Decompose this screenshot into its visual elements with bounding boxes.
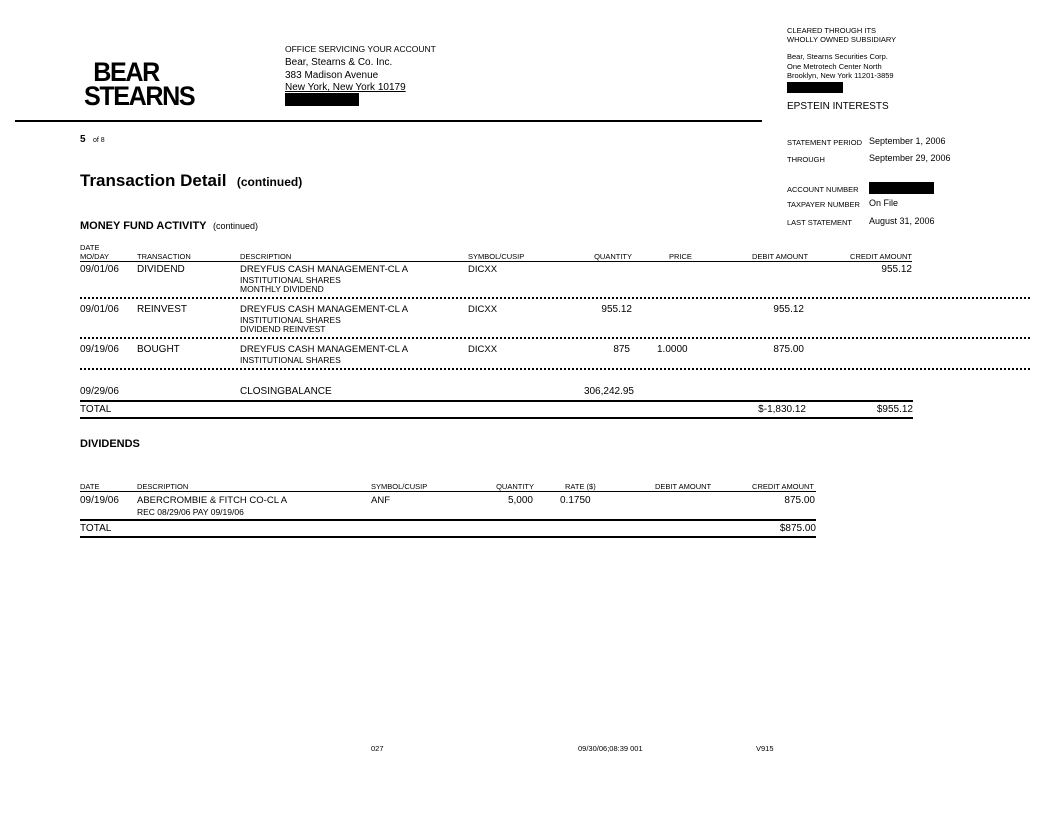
row-separator <box>80 368 1030 370</box>
header-debit: DEBIT AMOUNT <box>752 252 809 261</box>
div-total-bottom-rule <box>80 536 816 538</box>
row-separator <box>80 337 1030 339</box>
footer-code-1: 027 <box>371 744 384 753</box>
last-statement-value: August 31, 2006 <box>869 216 935 226</box>
title-continued: (continued) <box>236 175 303 189</box>
div-header-description: DESCRIPTION <box>137 482 189 491</box>
redacted-block <box>787 82 843 93</box>
row-3-desc-2: INSTITUTIONAL SHARES <box>240 355 341 365</box>
div-header-debit: DEBIT AMOUNT <box>655 482 712 491</box>
office-city: New York, New York 10179 <box>285 82 406 93</box>
table-header-rule <box>80 261 912 262</box>
account-holder: EPSTEIN INTERESTS <box>787 101 889 112</box>
div-total-top-rule <box>80 519 816 521</box>
total-bottom-rule <box>80 417 913 419</box>
div-header-rate: RATE ($) <box>565 482 596 491</box>
row-3-quantity: 875 <box>613 344 630 355</box>
page-number: 5 <box>80 134 86 145</box>
office-address: 383 Madison Avenue <box>285 70 379 81</box>
header-description: DESCRIPTION <box>240 252 292 261</box>
row-3-price: 1.0000 <box>657 344 688 355</box>
div-row-1-date: 09/19/06 <box>80 495 119 506</box>
logo-line-1: BEAR <box>93 57 159 87</box>
row-3-desc-1: DREYFUS CASH MANAGEMENT-CL A <box>240 344 409 355</box>
company-logo <box>84 57 195 111</box>
header-date-top: DATE <box>80 243 100 252</box>
row-2-quantity: 955.12 <box>601 304 632 315</box>
footer-code-2: 09/30/06;08:39 001 <box>578 744 643 753</box>
clearing-address: One Metrotech Center North <box>787 62 882 71</box>
taxpayer-value: On File <box>869 198 899 208</box>
row-3-symbol: DICXX <box>468 344 498 355</box>
row-separator <box>80 297 1030 299</box>
header-date: MO/DAY <box>80 252 110 261</box>
taxpayer-label: TAXPAYER NUMBER <box>787 200 860 209</box>
div-row-1-credit: 875.00 <box>784 495 815 506</box>
div-header-credit: CREDIT AMOUNT <box>752 482 814 491</box>
redacted-account-number <box>869 182 934 194</box>
div-header-symbol: SYMBOL/CUSIP <box>371 482 428 491</box>
through-label: THROUGH <box>787 155 825 164</box>
div-header-quantity: QUANTITY <box>496 482 534 491</box>
period-end: September 29, 2006 <box>869 153 951 163</box>
closing-value: 306,242.95 <box>583 386 634 397</box>
row-2-debit: 955.12 <box>773 304 804 315</box>
row-2-transaction: REINVEST <box>137 304 188 315</box>
row-2-desc-2: INSTITUTIONAL SHARES <box>240 315 341 325</box>
page-indicator <box>80 129 105 147</box>
closing-date: 09/29/06 <box>80 386 119 397</box>
money-fund-title: MONEY FUND ACTIVITY <box>80 220 207 232</box>
row-1-desc-3: MONTHLY DIVIDEND <box>240 284 324 294</box>
row-2-symbol: DICXX <box>468 304 498 315</box>
page-of: of 8 <box>93 137 105 144</box>
header-rule <box>15 120 762 122</box>
row-1-desc-2: INSTITUTIONAL SHARES <box>240 275 341 285</box>
row-2-desc-3: DIVIDEND REINVEST <box>240 324 326 334</box>
clearing-line-1: CLEARED THROUGH ITS <box>787 26 877 35</box>
div-row-1-symbol: ANF <box>371 495 390 506</box>
header-symbol: SYMBOL/CUSIP <box>468 252 525 261</box>
row-1-credit: 955.12 <box>881 264 912 275</box>
account-number-label: ACCOUNT NUMBER <box>787 185 859 194</box>
total-top-rule <box>80 400 913 402</box>
header-price: PRICE <box>669 252 692 261</box>
div-row-1-desc-1: ABERCROMBIE & FITCH CO-CL A <box>137 495 288 506</box>
row-1-symbol: DICXX <box>468 264 498 275</box>
page-title <box>80 171 302 191</box>
header-transaction: TRANSACTION <box>137 252 191 261</box>
total-debit: $-1,830.12 <box>758 404 806 415</box>
div-row-1-quantity: 5,000 <box>507 495 533 506</box>
clearing-name: Bear, Stearns Securities Corp. <box>787 52 888 61</box>
div-header-rule <box>80 491 816 492</box>
total-credit: $955.12 <box>876 404 913 415</box>
header-credit: CREDIT AMOUNT <box>850 252 912 261</box>
row-1-transaction: DIVIDEND <box>137 264 185 275</box>
row-3-transaction: BOUGHT <box>137 344 180 355</box>
row-1-desc-1: DREYFUS CASH MANAGEMENT-CL A <box>240 264 409 275</box>
period-label: STATEMENT PERIOD <box>787 138 863 147</box>
dividends-title: DIVIDENDS <box>80 438 140 450</box>
div-total-credit: $875.00 <box>779 523 816 534</box>
total-label: TOTAL <box>80 404 112 415</box>
clearing-line-2: WHOLLY OWNED SUBSIDIARY <box>787 35 897 44</box>
office-name: Bear, Stearns & Co. Inc. <box>285 57 393 68</box>
money-fund-heading <box>80 216 258 234</box>
header-quantity: QUANTITY <box>594 252 632 261</box>
div-header-date: DATE <box>80 482 100 491</box>
row-3-debit: 875.00 <box>773 344 804 355</box>
money-fund-continued: (continued) <box>212 221 258 231</box>
closing-label: CLOSINGBALANCE <box>240 386 332 397</box>
office-label: OFFICE SERVICING YOUR ACCOUNT <box>285 44 436 54</box>
redacted-block <box>285 93 359 106</box>
div-row-1-desc-2: REC 08/29/06 PAY 09/19/06 <box>137 507 244 517</box>
title-text: Transaction Detail <box>80 171 227 190</box>
last-statement-label: LAST STATEMENT <box>787 218 853 227</box>
div-row-1-rate: 0.1750 <box>560 495 591 506</box>
clearing-city: Brooklyn, New York 11201-3859 <box>787 71 894 80</box>
period-start: September 1, 2006 <box>869 136 946 146</box>
row-3-date: 09/19/06 <box>80 344 119 355</box>
logo-line-2: STEARNS <box>84 81 195 111</box>
row-2-date: 09/01/06 <box>80 304 119 315</box>
row-1-date: 09/01/06 <box>80 264 119 275</box>
div-total-label: TOTAL <box>80 523 112 534</box>
row-2-desc-1: DREYFUS CASH MANAGEMENT-CL A <box>240 304 409 315</box>
footer-code-3: V915 <box>756 744 774 753</box>
